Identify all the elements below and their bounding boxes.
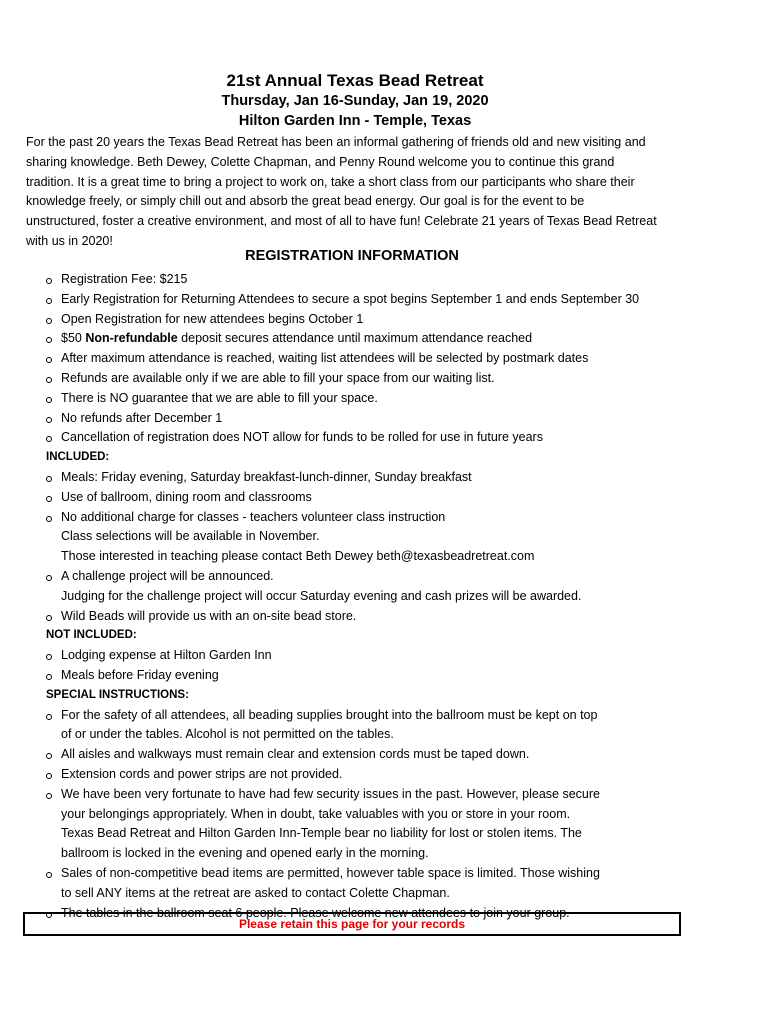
list-item-continuation: of or under the tables. Alcohol is not permitted on the tables.	[61, 727, 394, 742]
list-item: Use of ballroom, dining room and classrooms	[46, 488, 736, 508]
intro-line: with us in 2020!	[26, 233, 113, 248]
list-item: Open Registration for new attendees begins October 1	[46, 310, 736, 330]
list-item-continuation: ballroom is locked in the evening and opened early in the morning.	[61, 846, 429, 861]
included-label: INCLUDED:	[46, 451, 110, 464]
list-item: Meals before Friday evening	[46, 666, 736, 686]
list-item-deposit	[46, 329, 736, 349]
event-venue: Hilton Garden Inn - Temple, Texas	[238, 113, 472, 129]
intro-line: For the past 20 years the Texas Bead Retreat has been an informal gathering of friends old and new visiting and	[26, 135, 646, 149]
list-item: Registration Fee: $215	[46, 270, 736, 290]
page-title: 21st Annual Texas Bead Retreat	[226, 71, 484, 90]
not-included-label: NOT INCLUDED:	[46, 629, 137, 642]
list-item: Wild Beads will provide us with an on-site bead store.	[46, 607, 736, 627]
registration-heading: REGISTRATION INFORMATION	[245, 248, 459, 264]
list-item-continuation: Those interested in teaching please contact Beth Dewey beth@texasbeadretreat.com	[61, 549, 535, 564]
list-item: The tables in the ballroom seat 6 people. Please welcome new attendees to join your group.	[46, 904, 736, 924]
list-item: All aisles and walkways must remain clear and extension cords must be taped down.	[46, 745, 736, 765]
document-body	[46, 270, 736, 923]
list-item: Sales of non-competitive bead items are permitted, however table space is limited. Those wishing	[46, 864, 736, 884]
special-instructions-label: SPECIAL INSTRUCTIONS:	[46, 688, 189, 701]
list-item: Refunds are available only if we are able to fill your space from our waiting list.	[46, 369, 736, 389]
list-item-continuation: Judging for the challenge project will occur Saturday evening and cash prizes will be awarded.	[61, 588, 582, 603]
list-item: A challenge project will be announced.	[46, 567, 736, 587]
intro-line: knowledge freely, or simply chill out and absorb the great bead energy. Our goal is for the event to be	[26, 194, 585, 209]
deposit-emphasis: Non-refundable	[85, 331, 178, 346]
list-item-continuation: Class selections will be available in November.	[61, 529, 320, 544]
retain-records-notice: Please retain this page for your records	[23, 912, 681, 936]
list-item: No refunds after December 1	[46, 409, 736, 429]
list-item: Lodging expense at Hilton Garden Inn	[46, 646, 736, 666]
list-item: For the safety of all attendees, all beading supplies brought into the ballroom must be kept on top	[46, 706, 736, 726]
list-item: Cancellation of registration does NOT allow for funds to be rolled for use in future years	[46, 428, 736, 448]
intro-line: sharing knowledge. Beth Dewey, Colette Chapman, and Penny Round welcome you to continue this grand	[26, 154, 615, 169]
deposit-prefix: $50	[61, 331, 86, 346]
list-item-continuation: Texas Bead Retreat and Hilton Garden Inn-Temple bear no liability for lost or stolen items. The	[61, 826, 582, 841]
intro-line: tradition. It is a great time to bring a project to work on, take a short class from our participants who share their	[26, 174, 635, 189]
list-item: No additional charge for classes - teachers volunteer class instruction	[46, 508, 736, 528]
intro-line: unstructured, foster a creative environment, and most of all to have fun! Celebrate 21 years of Texas Bead Retreat	[26, 214, 657, 229]
event-dates: Thursday, Jan 16-Sunday, Jan 19, 2020	[221, 93, 489, 109]
list-item-continuation: to sell ANY items at the retreat are asked to contact Colette Chapman.	[61, 885, 450, 900]
list-item: There is NO guarantee that we are able to fill your space.	[46, 389, 736, 409]
list-item-continuation: your belongings appropriately. When in doubt, take valuables with you or store in your room.	[61, 806, 571, 821]
list-item: Meals: Friday evening, Saturday breakfast-lunch-dinner, Sunday breakfast	[46, 468, 736, 488]
list-item: Early Registration for Returning Attendees to secure a spot begins September 1 and ends September 30	[46, 290, 736, 310]
list-item: Extension cords and power strips are not provided.	[46, 765, 736, 785]
intro-paragraph	[26, 133, 736, 252]
list-item: After maximum attendance is reached, waiting list attendees will be selected by postmark dates	[46, 349, 736, 369]
deposit-suffix: deposit secures attendance until maximum attendance reached	[177, 331, 533, 346]
list-item: We have been very fortunate to have had few security issues in the past. However, please secure	[46, 785, 736, 805]
